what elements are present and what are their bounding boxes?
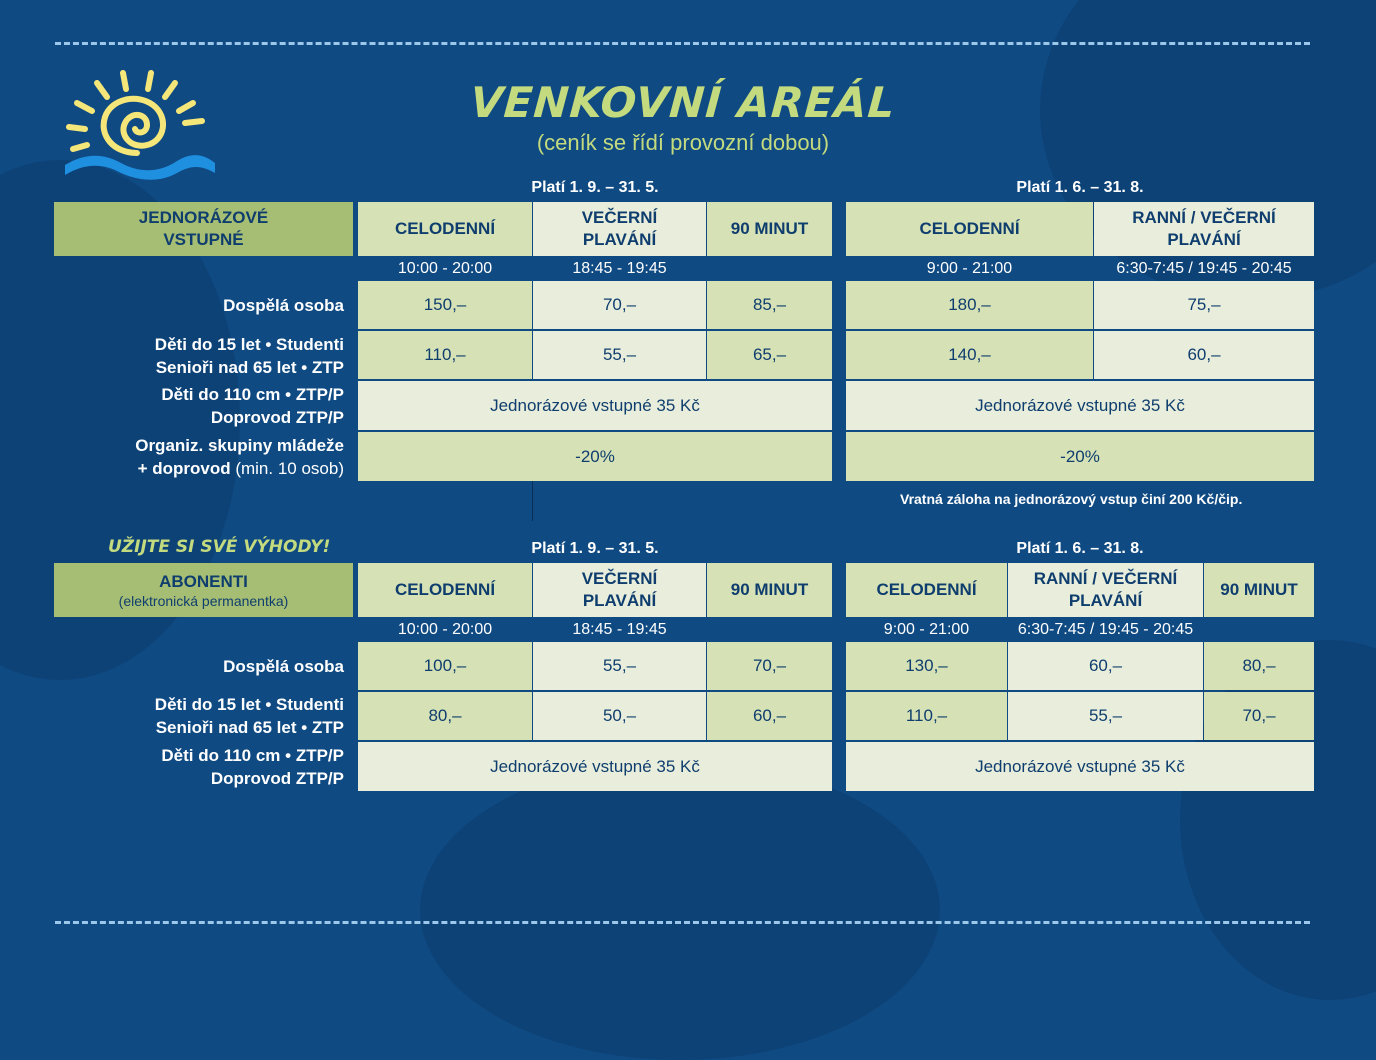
price-cell: 55,– — [533, 331, 706, 379]
section-label-line: JEDNORÁZOVÉ — [138, 208, 269, 227]
column-header: CELODENNÍ — [846, 202, 1093, 256]
price-cell: 110,– — [846, 692, 1007, 740]
period-label: Platí 1. 9. – 31. 5. — [531, 540, 659, 557]
merged-price-cell: Jednorázové vstupné 35 Kč — [358, 381, 832, 430]
price-cell: 65,– — [707, 331, 832, 379]
section-label-line: (elektronická permanentka) — [118, 593, 289, 609]
page-subtitle: (ceník se řídí provozní dobou) — [536, 130, 830, 155]
top-divider — [55, 42, 1310, 45]
column-header: 90 MINUT — [707, 202, 832, 256]
price-cell: 60,– — [707, 692, 832, 740]
column-header: VEČERNÍ PLAVÁNÍ — [533, 202, 706, 256]
section-label-single — [54, 202, 353, 256]
time-range: 18:45 - 19:45 — [572, 260, 667, 277]
merged-price-cell: Jednorázové vstupné 35 Kč — [358, 742, 832, 791]
row-label: Děti do 110 cm • ZTP/P Doprovod ZTP/P — [161, 746, 344, 788]
section-label-line: ABONENTI — [159, 572, 248, 591]
section-label-line: VSTUPNÉ — [163, 230, 244, 249]
price-cell: 85,– — [707, 281, 832, 329]
price-cell: 75,– — [1094, 281, 1314, 329]
column-header: RANNÍ / VEČERNÍ PLAVÁNÍ — [1008, 563, 1203, 617]
price-cell: 70,– — [1204, 692, 1314, 740]
column-header: VEČERNÍ PLAVÁNÍ — [533, 563, 706, 617]
row-label: Dospělá osoba — [223, 296, 344, 315]
perks-tagline: UŽIJTE SI SVÉ VÝHODY! — [108, 537, 331, 557]
merged-price-cell: -20% — [846, 432, 1314, 481]
time-range: 6:30-7:45 / 19:45 - 20:45 — [1017, 621, 1194, 638]
time-range: 10:00 - 20:00 — [397, 621, 493, 638]
merged-price-cell: Jednorázové vstupné 35 Kč — [846, 742, 1314, 791]
time-range: 6:30-7:45 / 19:45 - 20:45 — [1116, 260, 1292, 277]
time-range: 9:00 - 21:00 — [883, 621, 970, 638]
period-label: Platí 1. 6. – 31. 8. — [1016, 179, 1144, 196]
column-header: RANNÍ / VEČERNÍ PLAVÁNÍ — [1094, 202, 1314, 256]
page-title: VENKOVNÍ AREÁL — [468, 78, 898, 127]
time-range: 18:45 - 19:45 — [572, 621, 667, 638]
row-label: Organiz. skupiny mládeže + doprovod (min. 10 osob) — [135, 436, 344, 478]
price-cell: 70,– — [707, 642, 832, 690]
price-cell: 130,– — [846, 642, 1007, 690]
price-cell: 100,– — [358, 642, 532, 690]
price-cell: 55,– — [533, 642, 706, 690]
price-cell: 110,– — [358, 331, 532, 379]
column-header: CELODENNÍ — [846, 563, 1007, 617]
bottom-divider — [55, 921, 1310, 924]
price-cell: 80,– — [358, 692, 532, 740]
row-label: Děti do 15 let • Studenti Senioři nad 65 let • ZTP — [154, 335, 344, 377]
price-cell: 140,– — [846, 331, 1093, 379]
period-label: Platí 1. 9. – 31. 5. — [531, 179, 659, 196]
column-header: CELODENNÍ — [358, 202, 532, 256]
price-cell: 60,– — [1008, 642, 1203, 690]
time-range: 10:00 - 20:00 — [397, 260, 493, 277]
price-cell: 150,– — [358, 281, 532, 329]
column-header: CELODENNÍ — [358, 563, 532, 617]
divider-line — [532, 481, 533, 521]
column-header: 90 MINUT — [707, 563, 832, 617]
period-label: Platí 1. 6. – 31. 8. — [1016, 540, 1144, 557]
price-cell: 80,– — [1204, 642, 1314, 690]
price-cell: 55,– — [1008, 692, 1203, 740]
price-cell: 70,– — [533, 281, 706, 329]
merged-price-cell: Jednorázové vstupné 35 Kč — [846, 381, 1314, 430]
column-header: 90 MINUT — [1204, 563, 1314, 617]
section-label-subscribers — [54, 563, 353, 617]
price-cell: 60,– — [1094, 331, 1314, 379]
background-shape — [420, 760, 940, 1060]
row-label: Děti do 15 let • Studenti Senioři nad 65 let • ZTP — [154, 695, 344, 737]
price-cell: 180,– — [846, 281, 1093, 329]
price-cell: 50,– — [533, 692, 706, 740]
deposit-note: Vratná záloha na jednorázový vstup činí 200 Kč/čip. — [900, 491, 1243, 507]
time-range: 9:00 - 21:00 — [926, 260, 1013, 277]
merged-price-cell: -20% — [358, 432, 832, 481]
row-label: Děti do 110 cm • ZTP/P Doprovod ZTP/P — [161, 385, 344, 427]
row-label: Dospělá osoba — [223, 657, 344, 676]
